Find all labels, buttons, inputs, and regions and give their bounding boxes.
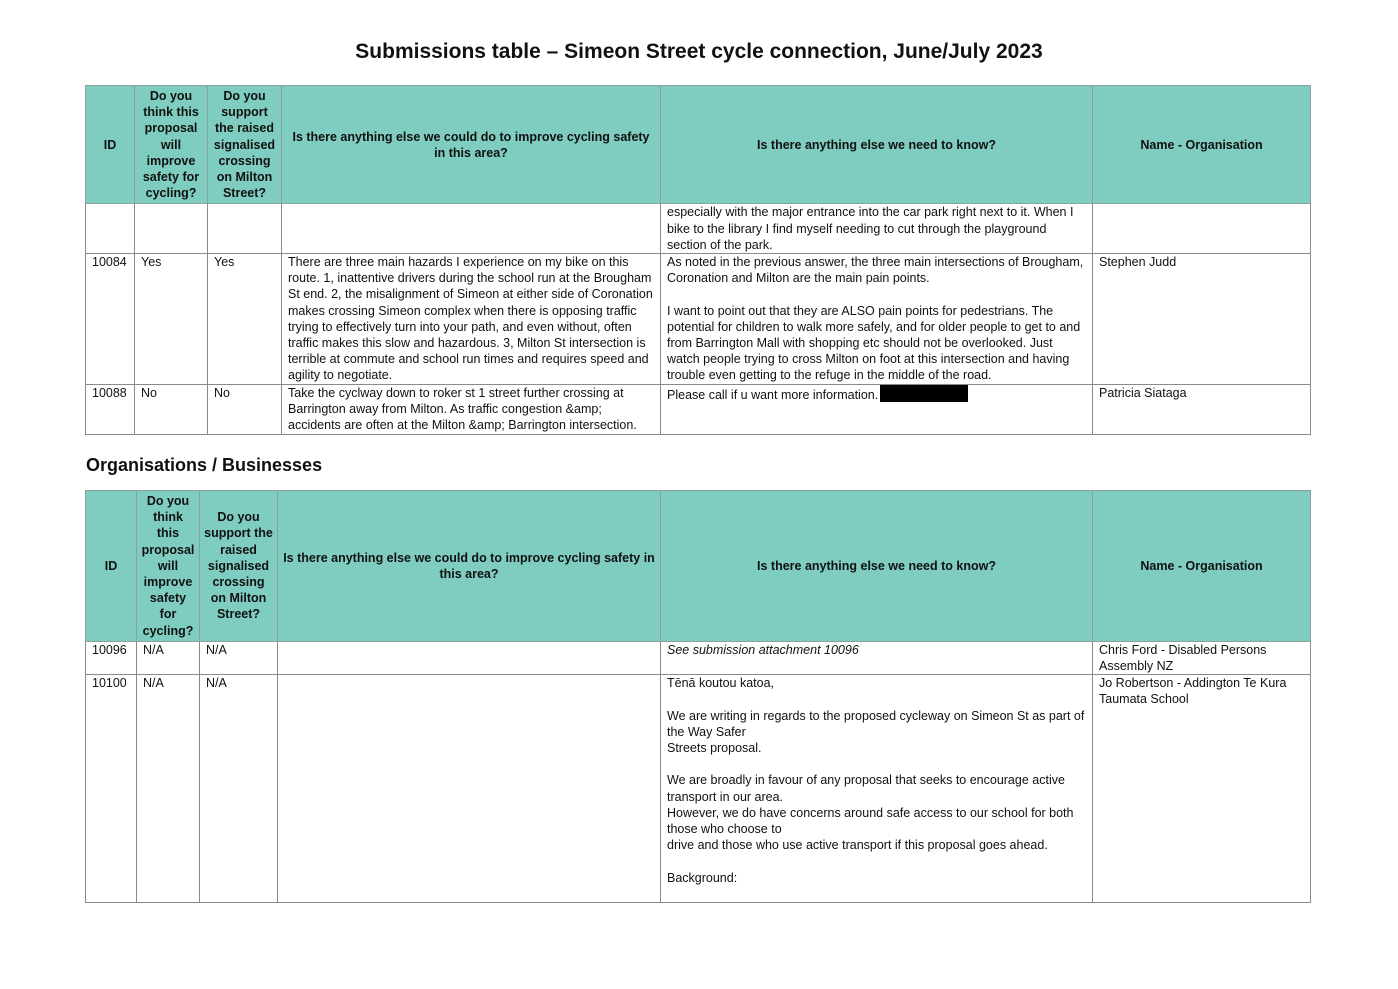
cell-improve: N/A bbox=[137, 675, 200, 903]
section-heading: Organisations / Businesses bbox=[86, 455, 323, 475]
paragraph: Background: bbox=[667, 870, 738, 885]
cell-name bbox=[1093, 204, 1311, 254]
header-improve-safety: Do you think this proposal will improve safety for cycling? bbox=[137, 491, 200, 642]
table-row bbox=[86, 204, 1311, 254]
cell-cycling: There are three main hazards I experience on my bike on this route. 1, inattentive drivers during the school run at the Brougham St end. 2, the misalignment of Simeon at either side of Coronation makes crossing Simeon complex when there is opposing traffic trying to effectively turn into your path, and even without, often traffic makes this slow and hazardous. 3, Milton St intersection is terrible at commute and school run times and requires speed and agility to negotiate. bbox=[282, 254, 661, 385]
table-row bbox=[86, 254, 1311, 385]
paragraph: Tēnā koutou katoa, bbox=[667, 676, 775, 691]
cell-improve: N/A bbox=[137, 641, 200, 674]
cell-support: Yes bbox=[208, 254, 282, 385]
header-name-organisation: Name - Organisation bbox=[1093, 491, 1311, 642]
cell-id: 10084 bbox=[86, 254, 135, 385]
cell-name: Stephen Judd bbox=[1093, 254, 1311, 385]
header-improve-safety: Do you think this proposal will improve safety for cycling? bbox=[135, 86, 208, 204]
cell-name: Jo Robertson - Addington Te Kura Taumata School bbox=[1093, 675, 1311, 903]
cell-improve bbox=[135, 204, 208, 254]
header-improve-cycling: Is there anything else we could do to improve cycling safety in this area? bbox=[282, 86, 661, 204]
cell-id bbox=[86, 204, 135, 254]
cell-improve: Yes bbox=[135, 254, 208, 385]
cell-id: 10088 bbox=[86, 384, 135, 434]
cell-cycling: Take the cyclway down to roker st 1 street further crossing at Barrington away from Milton. As traffic congestion &amp; accidents are often at the Milton &amp; Barrington intersection. bbox=[282, 384, 661, 434]
page-title: Submissions table – Simeon Street cycle connection, June/July 2023 bbox=[355, 40, 1043, 63]
header-support-crossing: Do you support the raised signalised crossing on Milton Street? bbox=[200, 491, 278, 642]
organisations-table bbox=[85, 490, 1311, 903]
cell-name: Patricia Siataga bbox=[1093, 384, 1311, 434]
cell-cycling bbox=[278, 641, 661, 674]
cell-know bbox=[661, 254, 1093, 385]
cell-support bbox=[208, 204, 282, 254]
header-support-crossing: Do you support the raised signalised crossing on Milton Street? bbox=[208, 86, 282, 204]
table-header-row bbox=[86, 491, 1311, 642]
header-name-organisation: Name - Organisation bbox=[1093, 86, 1311, 204]
cell-know bbox=[661, 384, 1093, 434]
cell-support: No bbox=[208, 384, 282, 434]
header-id: ID bbox=[86, 86, 135, 204]
table-row bbox=[86, 384, 1311, 434]
paragraph: We are writing in regards to the proposed cycleway on Simeon St as part of the Way Safer Streets proposal. bbox=[667, 708, 1085, 756]
know-text: Please call if u want more information. bbox=[667, 387, 879, 402]
header-id: ID bbox=[86, 491, 137, 642]
cell-id: 10096 bbox=[86, 641, 137, 674]
paragraph: As noted in the previous answer, the three main intersections of Brougham, Coronation and Milton are the main pain points. bbox=[667, 255, 1084, 286]
paragraph: We are broadly in favour of any proposal that seeks to encourage active transport in our area. However, we do have concerns around safe access to our school for both those who choose to drive and those who use active transport if this proposal goes ahead. bbox=[667, 773, 1074, 853]
cell-cycling bbox=[282, 204, 661, 254]
table-row bbox=[86, 675, 1311, 903]
cell-support: N/A bbox=[200, 641, 278, 674]
cell-support: N/A bbox=[200, 675, 278, 903]
header-need-to-know: Is there anything else we need to know? bbox=[661, 86, 1093, 204]
cell-know: especially with the major entrance into the car park right next to it. When I bike to the library I find myself needing to cut through the playground section of the park. bbox=[661, 204, 1093, 254]
redaction-block bbox=[880, 385, 968, 402]
cell-improve: No bbox=[135, 384, 208, 434]
header-need-to-know: Is there anything else we need to know? bbox=[661, 491, 1093, 642]
cell-know: See submission attachment 10096 bbox=[661, 641, 1093, 674]
paragraph: I want to point out that they are ALSO pain points for pedestrians. The potential for children to walk more safely, and for older people to get to and from Barrington Mall with shopping etc should not be overlooked. Just watch people trying to cross Milton on foot at this intersection and having trouble even getting to the refuge in the middle of the road. bbox=[667, 303, 1081, 383]
header-improve-cycling: Is there anything else we could do to improve cycling safety in this area? bbox=[278, 491, 661, 642]
cell-cycling bbox=[278, 675, 661, 903]
cell-name: Chris Ford - Disabled Persons Assembly NZ bbox=[1093, 641, 1311, 674]
table-header-row bbox=[86, 86, 1311, 204]
cell-know bbox=[661, 675, 1093, 903]
table-row bbox=[86, 641, 1311, 674]
cell-id: 10100 bbox=[86, 675, 137, 903]
submissions-table bbox=[85, 85, 1311, 435]
